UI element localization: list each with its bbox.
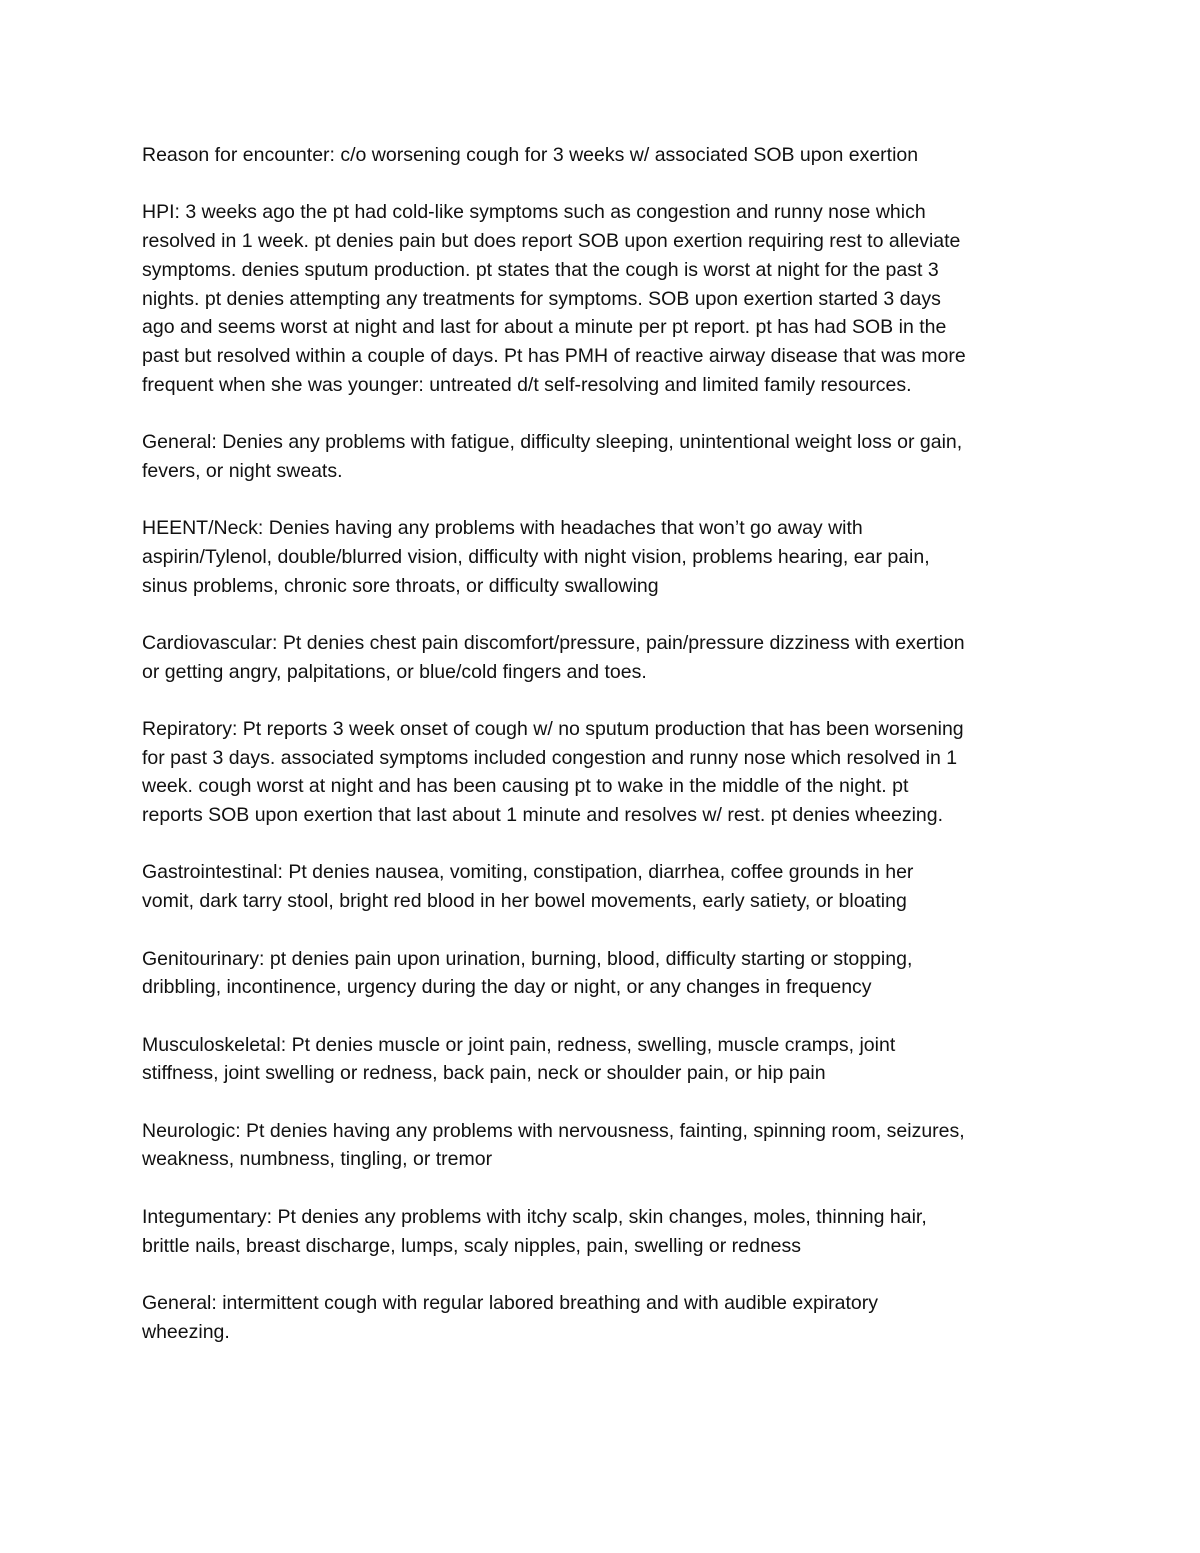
text-line: resolved in 1 week. pt denies pain but does report SOB upon exertion requiring rest to alleviate xyxy=(142,230,961,253)
document-body xyxy=(142,141,1072,1375)
text-line: reports SOB upon exertion that last about 1 minute and resolves w/ rest. pt denies wheezing. xyxy=(142,804,944,827)
neurologic-paragraph xyxy=(142,1117,1072,1174)
text-line: frequent when she was younger: untreated d/t self-resolving and limited family resources. xyxy=(142,373,912,396)
cardiovascular-paragraph xyxy=(142,629,1072,686)
text-line: Musculoskeletal: Pt denies muscle or joint pain, redness, swelling, muscle cramps, joint xyxy=(142,1033,896,1056)
respiratory-paragraph xyxy=(142,715,1072,830)
text-line: past but resolved within a couple of days. Pt has PMH of reactive airway disease that was more xyxy=(142,344,966,367)
text-line: fevers, or night sweats. xyxy=(142,459,343,482)
text-line: Reason for encounter: c/o worsening cough for 3 weeks w/ associated SOB upon exertion xyxy=(142,144,919,166)
text-line: ago and seems worst at night and last for about a minute per pt report. pt has had SOB in the xyxy=(142,316,947,339)
text-line: weakness, numbness, tingling, or tremor xyxy=(142,1148,493,1171)
text-line: or getting angry, palpitations, or blue/cold fingers and toes. xyxy=(142,660,647,683)
gastrointestinal-paragraph xyxy=(142,858,1072,915)
general-paragraph xyxy=(142,428,1072,485)
text-line: HEENT/Neck: Denies having any problems with headaches that won’t go away with xyxy=(142,517,863,540)
text-line: for past 3 days. associated symptoms included congestion and runny nose which resolved in 1 xyxy=(142,746,958,769)
text-line: aspirin/Tylenol, double/blurred vision, difficulty with night vision, problems hearing, ear pain, xyxy=(142,545,930,568)
general-exam-paragraph xyxy=(142,1289,1072,1346)
text-line: Neurologic: Pt denies having any problems with nervousness, fainting, spinning room, seizures, xyxy=(142,1119,965,1142)
text-line: Cardiovascular: Pt denies chest pain discomfort/pressure, pain/pressure dizziness with exertion xyxy=(142,631,965,654)
text-line: Genitourinary: pt denies pain upon urination, burning, blood, difficulty starting or stopping, xyxy=(142,947,913,970)
text-line: General: intermittent cough with regular labored breathing and with audible expiratory xyxy=(142,1291,879,1314)
text-line: brittle nails, breast discharge, lumps, scaly nipples, pain, swelling or redness xyxy=(142,1234,801,1257)
text-line: Integumentary: Pt denies any problems with itchy scalp, skin changes, moles, thinning hair, xyxy=(142,1205,927,1228)
text-line: Repiratory: Pt reports 3 week onset of cough w/ no sputum production that has been worsening xyxy=(142,717,964,740)
text-line: sinus problems, chronic sore throats, or difficulty swallowing xyxy=(142,574,659,597)
hpi-paragraph xyxy=(142,198,1072,399)
text-line: Gastrointestinal: Pt denies nausea, vomiting, constipation, diarrhea, coffee grounds in her xyxy=(142,861,914,884)
text-line: vomit, dark tarry stool, bright red blood in her bowel movements, early satiety, or bloating xyxy=(142,890,907,913)
genitourinary-paragraph xyxy=(142,945,1072,1002)
integumentary-paragraph xyxy=(142,1203,1072,1260)
reason-for-encounter-paragraph xyxy=(142,141,1072,170)
text-line: nights. pt denies attempting any treatments for symptoms. SOB upon exertion started 3 days xyxy=(142,287,941,310)
heent-neck-paragraph xyxy=(142,514,1072,600)
text-line: wheezing. xyxy=(142,1320,230,1343)
text-line: week. cough worst at night and has been causing pt to wake in the middle of the night. pt xyxy=(142,775,909,798)
text-line: HPI: 3 weeks ago the pt had cold-like symptoms such as congestion and runny nose which xyxy=(142,201,926,224)
text-line: dribbling, incontinence, urgency during the day or night, or any changes in frequency xyxy=(142,976,872,999)
text-line: symptoms. denies sputum production. pt states that the cough is worst at night for the past 3 xyxy=(142,258,939,281)
text-line: stiffness, joint swelling or redness, back pain, neck or shoulder pain, or hip pain xyxy=(142,1062,826,1085)
musculoskeletal-paragraph xyxy=(142,1031,1072,1088)
text-line: General: Denies any problems with fatigue, difficulty sleeping, unintentional weight loss or gain, xyxy=(142,431,963,453)
